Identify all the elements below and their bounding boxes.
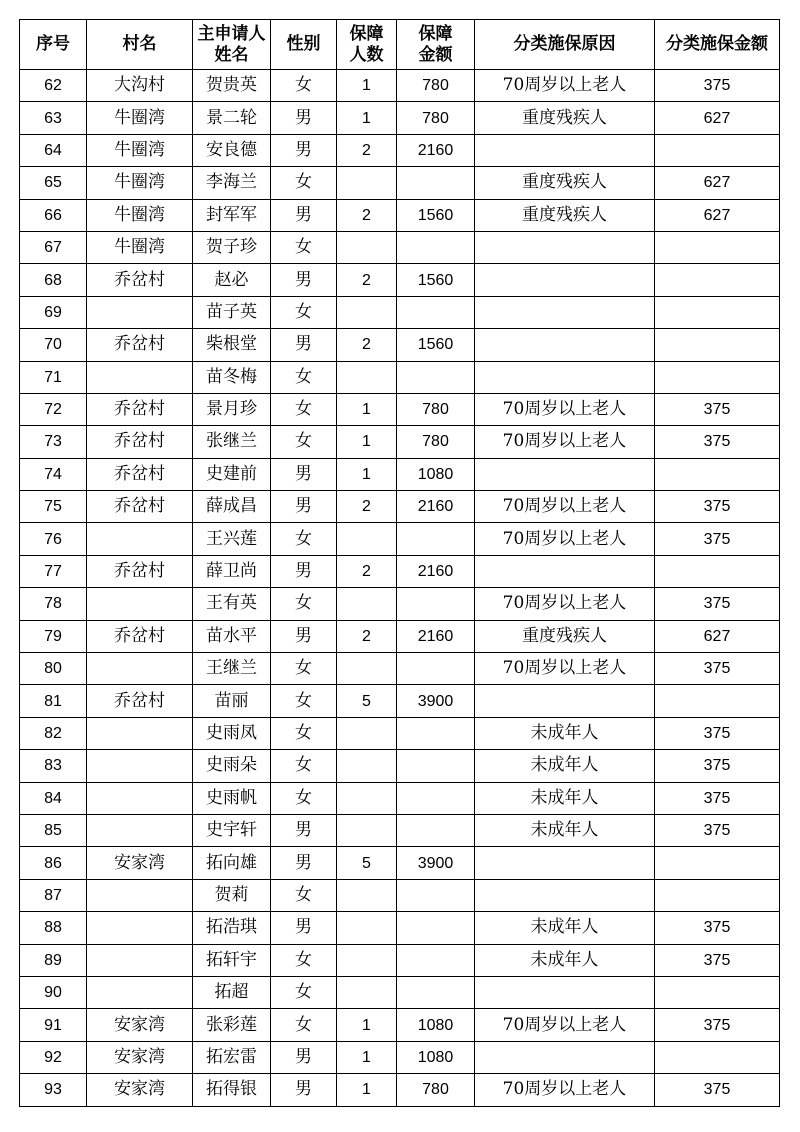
cell-amount	[397, 361, 475, 393]
cell-name: 景月珍	[193, 393, 271, 425]
cell-village: 乔岔村	[87, 620, 193, 652]
cell-extra-amount: 375	[655, 426, 780, 458]
cell-persons: 2	[337, 199, 397, 231]
cell-name: 张彩莲	[193, 1009, 271, 1041]
cell-reason	[475, 555, 655, 587]
table-row	[20, 912, 780, 944]
cell-amount: 1560	[397, 199, 475, 231]
cell-amount	[397, 296, 475, 328]
cell-persons	[337, 296, 397, 328]
cell-reason: 未成年人	[475, 750, 655, 782]
cell-persons	[337, 976, 397, 1008]
cell-village	[87, 523, 193, 555]
cell-amount: 780	[397, 393, 475, 425]
cell-name: 王有英	[193, 588, 271, 620]
cell-amount: 780	[397, 102, 475, 134]
cell-name: 贺莉	[193, 879, 271, 911]
cell-amount	[397, 814, 475, 846]
table-row	[20, 1074, 780, 1106]
cell-reason: 重度残疾人	[475, 199, 655, 231]
cell-seq: 93	[20, 1074, 87, 1106]
cell-amount	[397, 523, 475, 555]
cell-name: 封军军	[193, 199, 271, 231]
header-applicant-name: 主申请人姓名	[193, 20, 271, 70]
cell-extra-amount	[655, 685, 780, 717]
cell-amount	[397, 167, 475, 199]
cell-village	[87, 361, 193, 393]
cell-name: 赵必	[193, 264, 271, 296]
cell-name: 贺贵英	[193, 70, 271, 102]
cell-gender: 女	[271, 944, 337, 976]
cell-persons: 1	[337, 426, 397, 458]
cell-gender: 女	[271, 976, 337, 1008]
cell-amount: 1080	[397, 1009, 475, 1041]
cell-village: 乔岔村	[87, 329, 193, 361]
header-village: 村名	[87, 20, 193, 70]
cell-seq: 91	[20, 1009, 87, 1041]
cell-extra-amount	[655, 879, 780, 911]
cell-seq: 68	[20, 264, 87, 296]
cell-amount: 2160	[397, 134, 475, 166]
cell-name: 苗水平	[193, 620, 271, 652]
cell-seq: 89	[20, 944, 87, 976]
cell-extra-amount	[655, 555, 780, 587]
cell-gender: 女	[271, 782, 337, 814]
cell-gender: 男	[271, 814, 337, 846]
cell-name: 拓得银	[193, 1074, 271, 1106]
cell-name: 史雨凤	[193, 717, 271, 749]
cell-amount	[397, 231, 475, 263]
cell-seq: 85	[20, 814, 87, 846]
cell-name: 史建前	[193, 458, 271, 490]
cell-seq: 66	[20, 199, 87, 231]
cell-persons: 5	[337, 685, 397, 717]
cell-gender: 男	[271, 1041, 337, 1073]
cell-gender: 男	[271, 491, 337, 523]
cell-reason	[475, 879, 655, 911]
cell-extra-amount: 375	[655, 814, 780, 846]
cell-persons: 2	[337, 620, 397, 652]
cell-extra-amount	[655, 296, 780, 328]
cell-persons: 1	[337, 1009, 397, 1041]
cell-gender: 女	[271, 393, 337, 425]
cell-extra-amount	[655, 264, 780, 296]
cell-seq: 83	[20, 750, 87, 782]
cell-village: 安家湾	[87, 847, 193, 879]
cell-extra-amount: 375	[655, 782, 780, 814]
cell-reason: 70周岁以上老人	[475, 1009, 655, 1041]
cell-village	[87, 944, 193, 976]
cell-seq: 86	[20, 847, 87, 879]
cell-village	[87, 976, 193, 1008]
cell-gender: 男	[271, 1074, 337, 1106]
cell-reason	[475, 231, 655, 263]
cell-gender: 女	[271, 653, 337, 685]
table-row	[20, 70, 780, 102]
table-row	[20, 102, 780, 134]
cell-persons	[337, 944, 397, 976]
cell-gender: 男	[271, 329, 337, 361]
cell-village: 乔岔村	[87, 264, 193, 296]
cell-seq: 78	[20, 588, 87, 620]
cell-seq: 87	[20, 879, 87, 911]
cell-name: 拓宏雷	[193, 1041, 271, 1073]
cell-name: 拓浩琪	[193, 912, 271, 944]
cell-persons: 1	[337, 458, 397, 490]
cell-persons	[337, 231, 397, 263]
cell-seq: 72	[20, 393, 87, 425]
cell-gender: 男	[271, 264, 337, 296]
cell-extra-amount: 627	[655, 620, 780, 652]
cell-amount	[397, 976, 475, 1008]
cell-reason: 70周岁以上老人	[475, 70, 655, 102]
table-row	[20, 814, 780, 846]
header-persons: 保障人数	[337, 20, 397, 70]
cell-gender: 男	[271, 134, 337, 166]
cell-village: 乔岔村	[87, 685, 193, 717]
cell-name: 苗丽	[193, 685, 271, 717]
cell-village	[87, 750, 193, 782]
cell-extra-amount	[655, 361, 780, 393]
cell-extra-amount: 627	[655, 199, 780, 231]
table-row	[20, 782, 780, 814]
cell-persons	[337, 879, 397, 911]
cell-reason	[475, 134, 655, 166]
cell-gender: 女	[271, 1009, 337, 1041]
cell-amount: 1560	[397, 264, 475, 296]
table-row	[20, 426, 780, 458]
cell-reason: 70周岁以上老人	[475, 653, 655, 685]
cell-persons: 2	[337, 555, 397, 587]
cell-village	[87, 879, 193, 911]
cell-persons: 2	[337, 491, 397, 523]
header-extra-amount: 分类施保金额	[655, 20, 780, 70]
table-row	[20, 199, 780, 231]
cell-persons	[337, 523, 397, 555]
cell-extra-amount	[655, 976, 780, 1008]
cell-name: 史雨朵	[193, 750, 271, 782]
table-row	[20, 588, 780, 620]
cell-amount	[397, 653, 475, 685]
cell-amount	[397, 717, 475, 749]
cell-reason	[475, 264, 655, 296]
table-row	[20, 976, 780, 1008]
cell-persons: 2	[337, 329, 397, 361]
table-row	[20, 231, 780, 263]
cell-name: 拓向雄	[193, 847, 271, 879]
cell-village: 安家湾	[87, 1041, 193, 1073]
cell-persons	[337, 167, 397, 199]
cell-persons: 1	[337, 102, 397, 134]
cell-reason: 未成年人	[475, 944, 655, 976]
cell-name: 薛卫尚	[193, 555, 271, 587]
cell-seq: 65	[20, 167, 87, 199]
cell-persons	[337, 717, 397, 749]
cell-reason	[475, 685, 655, 717]
cell-name: 薛成昌	[193, 491, 271, 523]
table-row	[20, 296, 780, 328]
table-row	[20, 653, 780, 685]
cell-village: 大沟村	[87, 70, 193, 102]
cell-persons	[337, 782, 397, 814]
table-row	[20, 167, 780, 199]
cell-village: 牛圈湾	[87, 231, 193, 263]
cell-name: 史宇轩	[193, 814, 271, 846]
cell-seq: 84	[20, 782, 87, 814]
cell-reason: 未成年人	[475, 782, 655, 814]
cell-name: 安良德	[193, 134, 271, 166]
table-row	[20, 717, 780, 749]
cell-seq: 64	[20, 134, 87, 166]
cell-extra-amount: 627	[655, 102, 780, 134]
cell-extra-amount: 375	[655, 491, 780, 523]
cell-seq: 82	[20, 717, 87, 749]
cell-reason: 未成年人	[475, 912, 655, 944]
table-row	[20, 458, 780, 490]
header-amount: 保障金额	[397, 20, 475, 70]
cell-name: 景二轮	[193, 102, 271, 134]
cell-village: 牛圈湾	[87, 167, 193, 199]
cell-gender: 女	[271, 361, 337, 393]
cell-village: 牛圈湾	[87, 199, 193, 231]
cell-extra-amount	[655, 134, 780, 166]
cell-amount: 3900	[397, 685, 475, 717]
cell-extra-amount: 375	[655, 653, 780, 685]
table-row	[20, 393, 780, 425]
cell-reason: 70周岁以上老人	[475, 491, 655, 523]
cell-amount	[397, 782, 475, 814]
cell-persons: 1	[337, 1041, 397, 1073]
cell-extra-amount	[655, 847, 780, 879]
cell-name: 李海兰	[193, 167, 271, 199]
table-row	[20, 685, 780, 717]
cell-extra-amount: 375	[655, 393, 780, 425]
cell-extra-amount: 375	[655, 912, 780, 944]
cell-amount	[397, 588, 475, 620]
assistance-table	[19, 19, 780, 1107]
cell-extra-amount: 375	[655, 588, 780, 620]
cell-village: 牛圈湾	[87, 102, 193, 134]
cell-persons: 1	[337, 1074, 397, 1106]
cell-persons: 1	[337, 70, 397, 102]
cell-name: 拓轩宇	[193, 944, 271, 976]
header-gender: 性别	[271, 20, 337, 70]
cell-extra-amount: 375	[655, 70, 780, 102]
cell-gender: 男	[271, 102, 337, 134]
cell-gender: 女	[271, 426, 337, 458]
table-row	[20, 847, 780, 879]
cell-extra-amount: 375	[655, 523, 780, 555]
cell-persons	[337, 588, 397, 620]
cell-seq: 92	[20, 1041, 87, 1073]
cell-persons	[337, 361, 397, 393]
cell-persons	[337, 653, 397, 685]
cell-persons: 5	[337, 847, 397, 879]
cell-gender: 女	[271, 167, 337, 199]
cell-amount	[397, 944, 475, 976]
cell-reason	[475, 847, 655, 879]
cell-gender: 女	[271, 231, 337, 263]
cell-reason	[475, 976, 655, 1008]
cell-amount: 2160	[397, 555, 475, 587]
cell-village: 乔岔村	[87, 458, 193, 490]
cell-seq: 77	[20, 555, 87, 587]
cell-amount: 780	[397, 70, 475, 102]
cell-gender: 男	[271, 912, 337, 944]
cell-village: 乔岔村	[87, 491, 193, 523]
cell-name: 苗子英	[193, 296, 271, 328]
cell-gender: 女	[271, 523, 337, 555]
cell-amount	[397, 912, 475, 944]
cell-name: 柴根堂	[193, 329, 271, 361]
cell-village: 安家湾	[87, 1009, 193, 1041]
cell-amount: 2160	[397, 620, 475, 652]
cell-seq: 73	[20, 426, 87, 458]
table-row	[20, 750, 780, 782]
cell-amount	[397, 879, 475, 911]
cell-persons: 1	[337, 393, 397, 425]
cell-extra-amount: 375	[655, 1074, 780, 1106]
cell-reason: 70周岁以上老人	[475, 393, 655, 425]
cell-extra-amount: 375	[655, 1009, 780, 1041]
cell-gender: 男	[271, 199, 337, 231]
cell-gender: 女	[271, 717, 337, 749]
cell-gender: 女	[271, 879, 337, 911]
cell-extra-amount	[655, 329, 780, 361]
cell-extra-amount	[655, 231, 780, 263]
cell-extra-amount	[655, 1041, 780, 1073]
table-row	[20, 264, 780, 296]
cell-seq: 81	[20, 685, 87, 717]
cell-gender: 男	[271, 620, 337, 652]
cell-gender: 女	[271, 70, 337, 102]
cell-extra-amount: 375	[655, 717, 780, 749]
cell-seq: 74	[20, 458, 87, 490]
table-row	[20, 134, 780, 166]
cell-reason: 重度残疾人	[475, 167, 655, 199]
cell-seq: 69	[20, 296, 87, 328]
cell-village	[87, 296, 193, 328]
cell-reason	[475, 296, 655, 328]
table-row	[20, 491, 780, 523]
cell-seq: 90	[20, 976, 87, 1008]
cell-reason: 未成年人	[475, 717, 655, 749]
cell-village: 牛圈湾	[87, 134, 193, 166]
cell-seq: 88	[20, 912, 87, 944]
cell-extra-amount	[655, 458, 780, 490]
table-row	[20, 620, 780, 652]
cell-extra-amount: 627	[655, 167, 780, 199]
cell-name: 王兴莲	[193, 523, 271, 555]
cell-persons	[337, 750, 397, 782]
cell-amount: 2160	[397, 491, 475, 523]
cell-gender: 男	[271, 847, 337, 879]
cell-reason	[475, 1041, 655, 1073]
cell-village: 乔岔村	[87, 393, 193, 425]
cell-amount: 1560	[397, 329, 475, 361]
cell-reason	[475, 361, 655, 393]
cell-gender: 女	[271, 296, 337, 328]
cell-gender: 男	[271, 555, 337, 587]
cell-seq: 80	[20, 653, 87, 685]
table-row	[20, 944, 780, 976]
table-row	[20, 555, 780, 587]
cell-village	[87, 782, 193, 814]
cell-village	[87, 588, 193, 620]
cell-reason: 70周岁以上老人	[475, 426, 655, 458]
table-row	[20, 879, 780, 911]
cell-village	[87, 717, 193, 749]
header-reason: 分类施保原因	[475, 20, 655, 70]
cell-persons: 2	[337, 134, 397, 166]
cell-reason	[475, 458, 655, 490]
cell-persons: 2	[337, 264, 397, 296]
cell-village	[87, 912, 193, 944]
cell-seq: 63	[20, 102, 87, 134]
cell-amount: 3900	[397, 847, 475, 879]
cell-extra-amount: 375	[655, 944, 780, 976]
cell-seq: 71	[20, 361, 87, 393]
cell-reason: 未成年人	[475, 814, 655, 846]
cell-gender: 男	[271, 458, 337, 490]
table-header-row	[20, 20, 780, 70]
table-body	[20, 70, 780, 1107]
cell-gender: 女	[271, 685, 337, 717]
cell-amount: 1080	[397, 458, 475, 490]
cell-seq: 79	[20, 620, 87, 652]
cell-name: 王继兰	[193, 653, 271, 685]
table-row	[20, 1041, 780, 1073]
cell-seq: 62	[20, 70, 87, 102]
cell-extra-amount: 375	[655, 750, 780, 782]
cell-amount	[397, 750, 475, 782]
header-seq: 序号	[20, 20, 87, 70]
cell-village: 安家湾	[87, 1074, 193, 1106]
cell-seq: 75	[20, 491, 87, 523]
cell-reason: 70周岁以上老人	[475, 523, 655, 555]
table-row	[20, 1009, 780, 1041]
cell-seq: 70	[20, 329, 87, 361]
cell-name: 苗冬梅	[193, 361, 271, 393]
cell-name: 贺子珍	[193, 231, 271, 263]
cell-village	[87, 653, 193, 685]
cell-persons	[337, 814, 397, 846]
cell-reason: 重度残疾人	[475, 102, 655, 134]
cell-reason	[475, 329, 655, 361]
cell-amount: 780	[397, 426, 475, 458]
cell-reason: 70周岁以上老人	[475, 588, 655, 620]
cell-seq: 76	[20, 523, 87, 555]
cell-gender: 女	[271, 750, 337, 782]
table-row	[20, 523, 780, 555]
cell-seq: 67	[20, 231, 87, 263]
cell-name: 拓超	[193, 976, 271, 1008]
cell-village: 乔岔村	[87, 555, 193, 587]
cell-amount: 1080	[397, 1041, 475, 1073]
cell-amount: 780	[397, 1074, 475, 1106]
cell-reason: 重度残疾人	[475, 620, 655, 652]
cell-village	[87, 814, 193, 846]
cell-name: 张继兰	[193, 426, 271, 458]
table-row	[20, 361, 780, 393]
cell-village: 乔岔村	[87, 426, 193, 458]
table-row	[20, 329, 780, 361]
cell-gender: 女	[271, 588, 337, 620]
cell-persons	[337, 912, 397, 944]
cell-reason: 70周岁以上老人	[475, 1074, 655, 1106]
cell-name: 史雨帆	[193, 782, 271, 814]
